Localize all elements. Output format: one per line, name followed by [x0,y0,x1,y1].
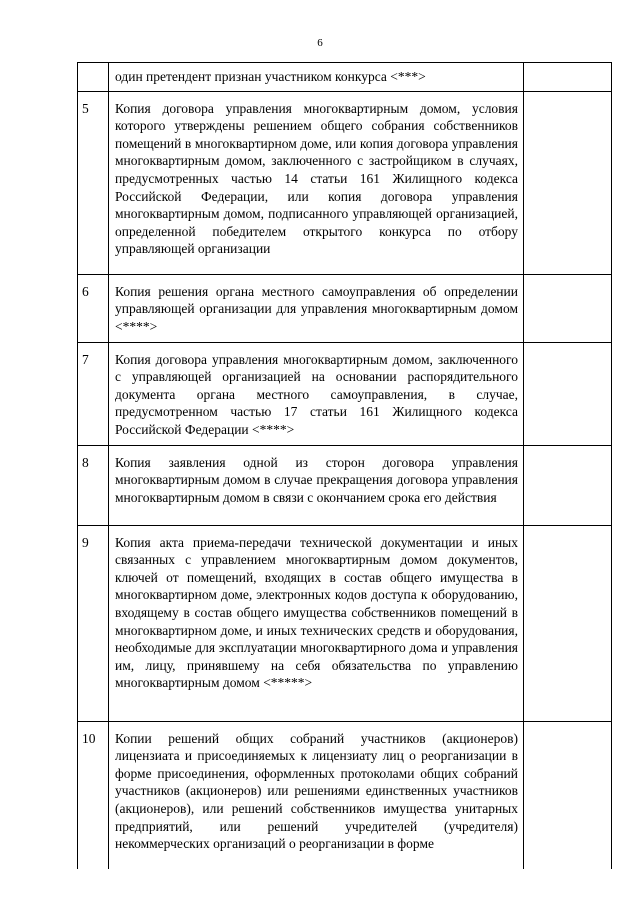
page-number: 6 [317,37,323,49]
row-empty-cell [524,342,612,445]
table-row [78,63,612,92]
row-number: 8 [78,445,109,525]
row-number: 7 [78,342,109,445]
row-number: 5 [78,91,109,274]
documents-table [77,62,612,869]
row-text: Копия заявления одной из сторон договора управления многоквартирным домом в случае прекращения договора управления многоквартирным домом в связи с окончанием срока его действия [109,445,524,525]
row-number [78,63,109,92]
table-row [78,721,612,869]
row-empty-cell [524,445,612,525]
row-text: Копия акта приема-передачи технической документации и иных связанных с управлением многоквартирным домом документов, ключей от помещений, входящих в состав общего имущества в многоквартирном доме, электронных кодов доступа к оборудованию, входящему в состав общего имущества собственников помещений в многоквартирном доме, и иных технических средств и оборудования, необходимые для эксплуатации многоквартирного дома и управления им, лицу, принявшему на себя обязательства по управлению многоквартирным домом <*****> [109,525,524,721]
row-empty-cell [524,63,612,92]
row-number: 9 [78,525,109,721]
table-row [78,274,612,342]
row-text: Копия договора управления многоквартирным домом, заключенного с управляющей организацией на основании распорядительного документа органа местного самоуправления, в случае, предусмотренном частью 17 статьи 161 Жилищного кодекса Российской Федерации <****> [109,342,524,445]
table-row [78,91,612,274]
table-row [78,342,612,445]
row-empty-cell [524,525,612,721]
row-text: Копии решений общих собраний участников (акционеров) лицензиата и присоединяемых к лицензиату лиц о реорганизации в форме присоединения, оформленных протоколами общих собраний участников (акционеров) или решениями единственных участников (акционеров), или решений собственников имущества унитарных предприятий, или решений учредителей (учредителя) некоммерческих организаций о реорганизации в форме [109,721,524,869]
row-text: один претендент признан участником конкурса <***> [109,63,524,92]
table-row [78,525,612,721]
row-empty-cell [524,91,612,274]
row-number: 10 [78,721,109,869]
row-number: 6 [78,274,109,342]
row-text: Копия решения органа местного самоуправления об определении управляющей организации для управления многоквартирным домом <****> [109,274,524,342]
table-row [78,445,612,525]
row-text: Копия договора управления многоквартирным домом, условия которого утверждены решением общего собрания собственников помещений в многоквартирном доме, или копия договора управления многоквартирным домом, заключенного с застройщиком в случаях, предусмотренных частью 14 статьи 161 Жилищного кодекса Российской Федерации, или копия договора управления многоквартирным домом, подписанного управляющей организацией, определенной победителем открытого конкурса по отбору управляющей организации [109,91,524,274]
row-empty-cell [524,274,612,342]
row-empty-cell [524,721,612,869]
